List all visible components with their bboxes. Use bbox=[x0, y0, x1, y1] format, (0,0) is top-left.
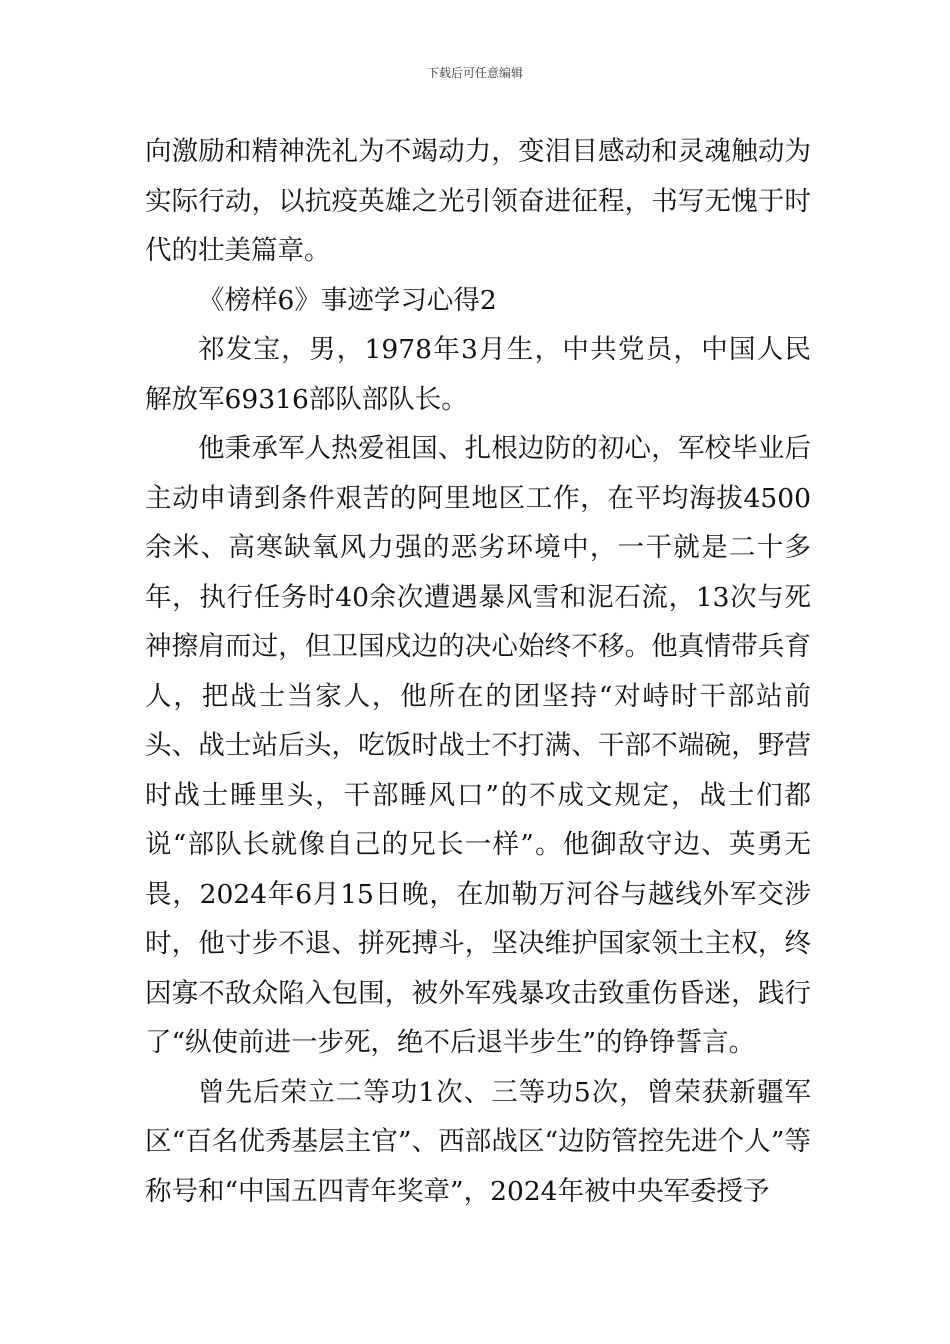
document-body bbox=[145, 127, 811, 1216]
paragraph-honors: 曾先后荣立二等功1次、三等功5次，曾荣获新疆军区“百名优秀基层主官”、西部战区“边防管控先进个人”等称号和“中国五四青年奖章”，2024年被中央军委授予 bbox=[145, 1076, 811, 1207]
paragraph-continuation: 向激励和精神洗礼为不竭动力，变泪目感动和灵魂触动为实际行动，以抗疫英雄之光引领奋进征程，书写无愧于时代的壮美篇章。 bbox=[145, 136, 811, 266]
paragraph-deeds: 他秉承军人热爱祖国、扎根边防的初心，军校毕业后主动申请到条件艰苦的阿里地区工作，在平均海拔4500余米、高寒缺氧风力强的恶劣环境中，一干就是二十多年，执行任务时40余次遭遇暴风雪和泥石流，13次与死神擦肩而过，但卫国戍边的决心始终不移。他真情带兵育人，把战士当家人，他所在的团坚持“对峙时干部站前头、战士站后头，吃饭时战士不打满、干部不端碗，野营时战士睡里头，干部睡风口”的不成文规定，战士们都说“部队长就像自己的兄长一样”。他御敌守边、英勇无畏，2024年6月15日晚，在加勒万河谷与越线外军交涉时，他寸步不退、拼死搏斗，坚决维护国家领土主权，终因寡不敌众陷入包围，被外军残暴攻击致重伤昏迷，践行了“纵使前进一步死，绝不后退半步生”的铮铮誓言。 bbox=[145, 433, 811, 1058]
paragraph-profile: 祁发宝，男，1978年3月生，中共党员，中国人民解放军69316部队部队长。 bbox=[145, 334, 811, 415]
section-heading: 《榜样6》事迹学习心得2 bbox=[198, 284, 497, 316]
page-header-note: 下载后可任意编辑 bbox=[426, 66, 523, 80]
